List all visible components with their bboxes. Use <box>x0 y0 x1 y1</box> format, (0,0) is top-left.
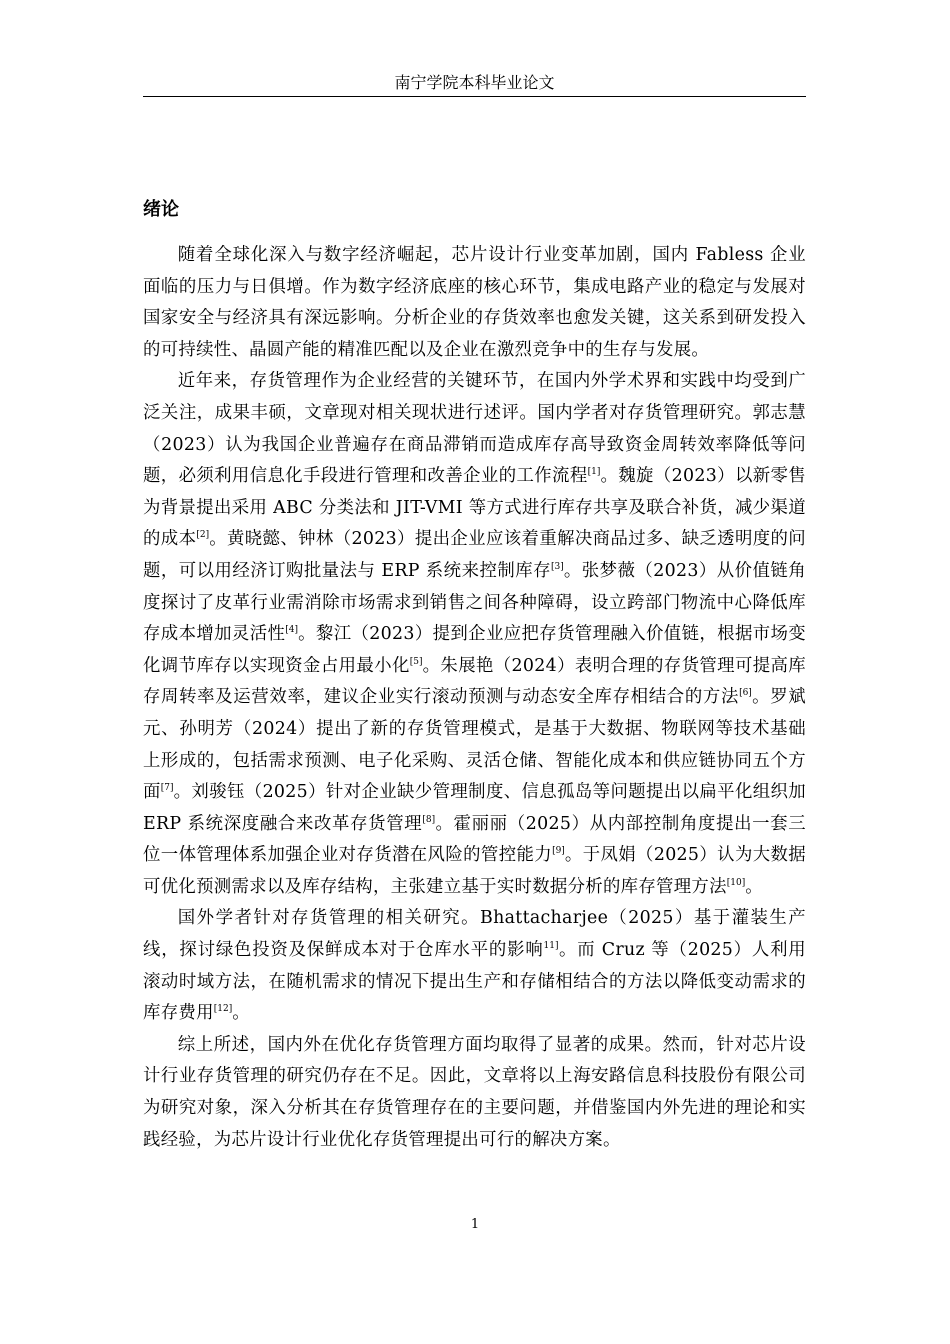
text-segment: 。而 Cruz 等（2025）人利用滚动时域方法，在随机需求的情况下提出生产和存储相结合的方法以降低变动需求的库存费用 <box>143 940 806 1024</box>
text-segment: 。刘骏钰（2025）针对企业缺少管理制度、信息孤岛等问题提出以扁平化组织加 ERP 系统深度融合来改革存货管理 <box>143 782 806 834</box>
citation-ref: [4] <box>285 625 299 636</box>
paragraph-4 <box>143 1030 806 1156</box>
text-segment: 。黄晓懿、钟林（2023）提出企业应该着重解决商品过多、缺乏透明度的问题，可以用经济订购批量法与 ERP 系统来控制库存 <box>143 529 806 581</box>
text-segment: 国外学者针对存货管理的相关研究。Bhattacharjee（2025）基于灌装生产线，探讨绿色投资及保鲜成本对于仓库水平的影响 <box>143 908 806 961</box>
citation-ref: [10] <box>726 878 746 889</box>
text-segment: 。于凤娟（2025）认为大数据可优化预测需求以及库存结构，主张建立基于实时数据分析的库存管理方法 <box>143 845 806 897</box>
header-rule <box>143 96 806 97</box>
paragraph-2 <box>143 366 806 903</box>
text-segment: 。张梦薇（2023）从价值链角度探讨了皮革行业需消除市场需求到销售之间各种障碍，设立跨部门物流中心降低库存成本增加灵活性 <box>143 560 806 645</box>
citation-ref: [6] <box>739 688 752 699</box>
text-segment: 综上所述，国内外在优化存货管理方面均取得了显著的成果。然而，针对芯片设计行业存货管理的研究仍存在不足。因此，文章将以上海安路信息科技股份有限公司为研究对象，深入分析其在存货管理存在的主要问题，并借鉴国内外先进的理论和实践经验，为芯片设计行业优化存货管理提出可行的解决方案。 <box>143 1034 806 1150</box>
citation-ref: [7] <box>160 783 174 794</box>
citation-ref: [8] <box>422 814 436 825</box>
page-header: 南宁学院本科毕业论文 <box>394 73 555 92</box>
citation-ref: 11] <box>543 941 559 952</box>
section-title: 绪论 <box>143 199 179 220</box>
text-segment: 随着全球化深入与数字经济崛起，芯片设计行业变革加剧，国内 Fabless 企业面临的压力与日俱增。作为数字经济底座的核心环节，集成电路产业的稳定与发展对国家安全与经济具有深远影响。分析企业的存货效率也愈发关键，这关系到研发投入的可持续性、晶圆产能的精准匹配以及企业在激烈竞争中的生存与发展。 <box>143 245 806 360</box>
citation-ref: [2] <box>196 530 210 541</box>
citation-ref: [1] <box>587 467 601 478</box>
paragraph-3 <box>143 903 806 1029</box>
text-segment: 近年来，存货管理作为企业经营的关键环节，在国内外学术界和实践中均受到广泛关注，成果丰硕，文章现对相关现状进行述评。国内学者对存货管理研究。郭志慧（2023）认为我国企业普遍存在商品滞销而造成库存高导致资金周转效率降低等问题，必须利用信息化手段进行管理和改善企业的工作流程 <box>143 371 806 487</box>
text-segment: 。霍丽丽（2025）从内部控制角度提出一套三位一体管理体系加强企业对存货潜在风险的管控能力 <box>143 813 806 866</box>
paragraph-1 <box>143 240 806 366</box>
citation-ref: [5] <box>409 656 423 667</box>
body-text <box>143 240 806 1156</box>
text-segment: 。朱展艳（2024）表明合理的存货管理可提高库存周转率及运营效率，建议企业实行滚动预测与动态安全库存相结合的方法 <box>143 655 806 708</box>
citation-ref: [3] <box>550 562 564 573</box>
citation-ref: [12] <box>213 1004 233 1015</box>
text-segment: 。黎江（2023）提到企业应把存货管理融入价值链，根据市场变化调节库存以实现资金占用最小化 <box>143 624 806 676</box>
text-segment: 。罗斌元、孙明芳（2024）提出了新的存货管理模式，是基于大数据、物联网等技术基础上形成的，包括需求预测、电子化采购、灵活仓储、智能化成本和供应链协同五个方面 <box>143 687 806 803</box>
text-segment: 。魏旋（2023）以新零售为背景提出采用 ABC 分类法和 JIT-VMI 等方式进行库存共享及联合补货，减少渠道的成本 <box>143 466 806 550</box>
text-segment: 。 <box>232 1003 250 1024</box>
citation-ref: [9] <box>552 846 565 857</box>
text-segment: 。 <box>745 876 763 897</box>
page-number: 1 <box>470 1217 480 1232</box>
